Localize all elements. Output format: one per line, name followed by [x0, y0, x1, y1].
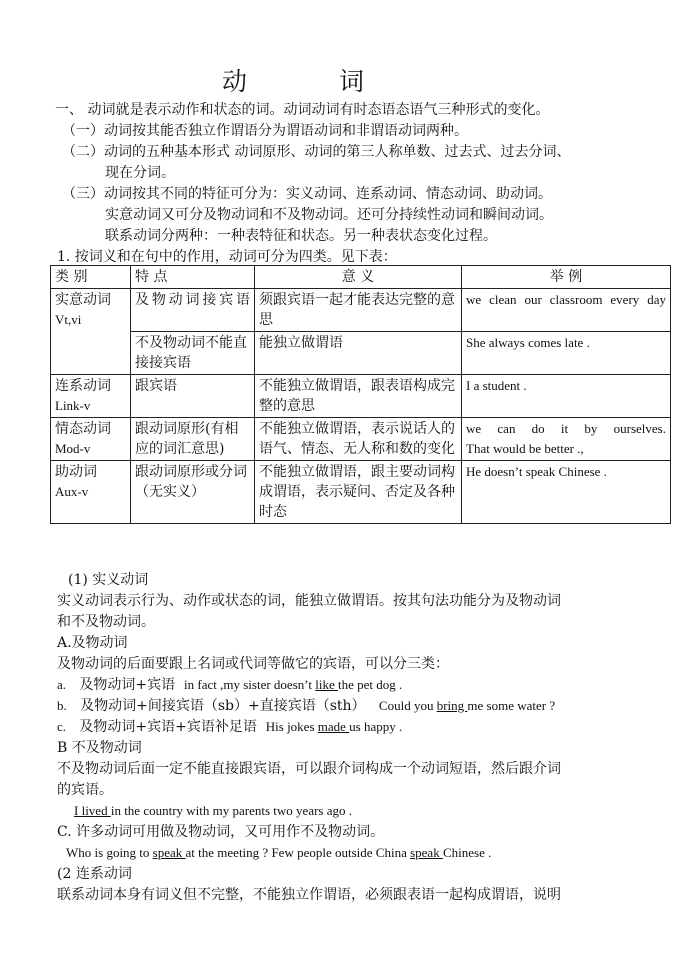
table-row	[51, 418, 671, 461]
cell-example: He doesn’t speak Chinese .	[462, 461, 671, 524]
cell-meaning: 须跟宾语一起才能表达完整的意思	[255, 289, 462, 332]
header-feature: 特 点	[131, 266, 255, 289]
intro-line-3a: （二）动词的五种基本形式 动词原形、动词的第三人称单数、过去式、过去分词、	[62, 144, 571, 160]
intro-line-5: 1. 按词义和在句中的作用，动词可分为四类。见下表：	[57, 249, 397, 265]
transitive-item-c	[57, 718, 402, 736]
item-text: 及物动词+间接宾语（sb）+直接宾语（sth）	[80, 698, 366, 714]
page-title: 动 词	[222, 67, 406, 96]
table-header-row	[51, 266, 671, 289]
example-1: we can do it by ourselves.	[466, 421, 666, 436]
section-1-heading: (1) 实义动词	[68, 572, 149, 588]
example-2: That would be better .,	[466, 441, 584, 456]
intro-line-1: 一、 动词就是表示动作和状态的词。动词动词有时态语态语气三种形式的变化。	[55, 102, 550, 118]
table-row	[51, 461, 671, 524]
subheading-transitive: A.及物动词	[57, 635, 128, 651]
transitive-item-b	[57, 697, 555, 715]
intro-line-3b: 现在分词。	[105, 165, 175, 181]
item-example: in fact ,my sister doesn’t like the pet dog .	[184, 677, 403, 692]
type-name: 助动词	[55, 464, 97, 480]
item-text: 及物动词+宾语	[79, 677, 176, 693]
table-row	[51, 289, 671, 332]
subheading-intransitive: B 不及物动词	[57, 740, 142, 756]
intransitive-example: I lived in the country with my parents two years ago .	[74, 803, 352, 818]
cell-example: She always comes late .	[462, 332, 671, 375]
cell-type	[51, 375, 131, 418]
cell-type	[51, 461, 131, 524]
header-meaning: 意 义	[255, 266, 462, 289]
cell-meaning: 能独立做谓语	[255, 332, 462, 375]
meaning-part-1: 不能独立做谓语，表示说话人的	[259, 421, 455, 437]
header-example: 举 例	[462, 266, 671, 289]
type-name: 实意动词	[55, 292, 111, 308]
item-label: b.	[57, 698, 67, 713]
type-name: 情态动词	[55, 421, 111, 437]
verb-types-table	[50, 265, 671, 524]
item-example: Could you bring me some water ?	[378, 698, 556, 713]
meaning-part-2: 语气、情态、无人称和数的变化	[259, 441, 455, 457]
cell-meaning: 不能独立做谓语，跟表语构成完整的意思	[255, 375, 462, 418]
intro-line-4c: 联系动词分两种：一种表特征和状态。另一种表状态变化过程。	[105, 228, 497, 244]
cell-meaning	[255, 418, 462, 461]
table-row	[51, 375, 671, 418]
type-abbr: Vt,vi	[55, 312, 82, 327]
type-abbr: Aux-v	[55, 484, 89, 499]
cell-example	[462, 418, 671, 461]
cell-feature: 跟宾语	[131, 375, 255, 418]
cell-example: we clean our classroom every day	[462, 289, 671, 332]
item-text: 及物动词+宾语+宾语补足语	[79, 719, 257, 735]
type-abbr: Mod-v	[55, 441, 91, 456]
cell-meaning: 不能独立做谓语，跟主要动词构成谓语，表示疑问、否定及各种时态	[255, 461, 462, 524]
transitive-item-a	[57, 676, 402, 694]
cell-example: I a student .	[462, 375, 671, 418]
item-label: c.	[57, 719, 67, 734]
intro-line-4a: （三）动词按其不同的特征可分为：实义动词、连系动词、情态动词、助动词。	[62, 186, 552, 202]
type-abbr: Link-v	[55, 398, 91, 413]
cell-type	[51, 289, 131, 375]
section-2-para: 联系动词本身有词义但不完整，不能独立作谓语，必须跟表语一起构成谓语，说明	[57, 887, 561, 903]
intransitive-desc-1: 不及物动词后面一定不能直接跟宾语，可以跟介词构成一个动词短语，然后跟介词	[57, 761, 561, 777]
intro-line-4b: 实意动词又可分及物动词和不及物动词。还可分持续性动词和瞬间动词。	[105, 207, 553, 223]
item-example: His jokes made us happy .	[265, 719, 403, 734]
cell-type	[51, 418, 131, 461]
intransitive-desc-2: 的宾语。	[57, 782, 113, 798]
cell-feature: 跟动词原形或分词（无实义）	[131, 461, 255, 524]
table-row	[51, 332, 671, 375]
section-1-para-a: 实义动词表示行为、动作或状态的词，能独立做谓语。按其句法功能分为及物动词	[57, 593, 561, 609]
item-label: a.	[57, 677, 67, 692]
section-2-heading: (2 连系动词	[57, 866, 132, 882]
subheading-both: C. 许多动词可用做及物动词，又可用作不及物动词。	[57, 824, 385, 840]
section-1-para-b: 和不及物动词。	[57, 614, 155, 630]
header-category: 类 别	[51, 266, 131, 289]
both-example: Who is going to speak at the meeting ? Few people outside China speak Chinese .	[66, 845, 492, 860]
cell-feature: 及物动词接宾语	[131, 289, 255, 332]
cell-feature: 不及物动词不能直接接宾语	[131, 332, 255, 375]
type-name: 连系动词	[55, 378, 111, 394]
cell-feature: 跟动词原形(有相应的词汇意思)	[131, 418, 255, 461]
intro-line-2: （一）动词按其能否独立作谓语分为谓语动词和非谓语动词两种。	[62, 123, 468, 139]
transitive-description: 及物动词的后面要跟上名词或代词等做它的宾语，可以分三类：	[57, 656, 449, 672]
